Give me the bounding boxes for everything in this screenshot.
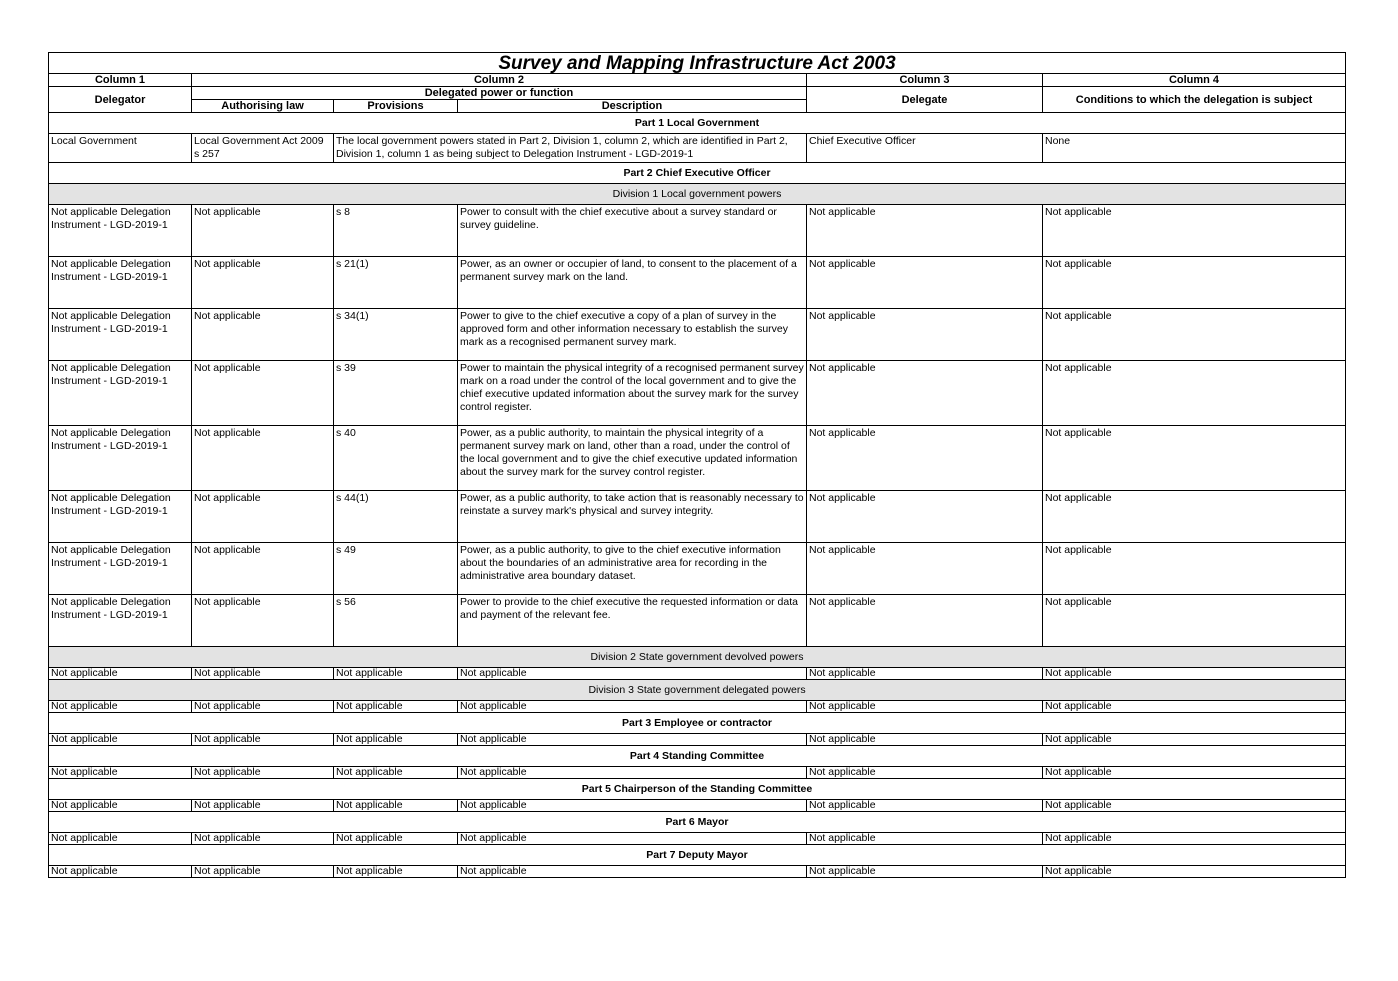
conditions-cell: Not applicable — [1043, 668, 1346, 680]
authorising-law-cell: Not applicable — [192, 668, 334, 680]
delegator-cell: Not applicable — [49, 668, 192, 680]
provision-cell: Not applicable — [334, 701, 458, 713]
conditions-cell: Not applicable — [1043, 257, 1346, 309]
delegator-cell: Not applicable Delegation Instrument - LGD-2019-1 — [49, 257, 192, 309]
delegation-table — [48, 52, 1346, 878]
delegator-cell: Not applicable Delegation Instrument - LGD-2019-1 — [49, 595, 192, 647]
provision-cell: Not applicable — [334, 800, 458, 812]
header-delegated-power: Delegated power or function — [192, 87, 807, 100]
table-row — [49, 866, 1346, 878]
part-5-heading: Part 5 Chairperson of the Standing Committee — [49, 779, 1346, 800]
authorising-law-cell: Not applicable — [192, 543, 334, 595]
conditions-cell: Not applicable — [1043, 205, 1346, 257]
conditions-cell: Not applicable — [1043, 734, 1346, 746]
conditions-cell: Not applicable — [1043, 767, 1346, 779]
table-row — [49, 134, 1346, 163]
authorising-law-cell: Not applicable — [192, 426, 334, 491]
provision-cell: s 56 — [334, 595, 458, 647]
delegate-cell: Not applicable — [807, 833, 1043, 845]
authorising-law-cell: Not applicable — [192, 491, 334, 543]
delegate-cell: Not applicable — [807, 309, 1043, 361]
table-row — [49, 734, 1346, 746]
description-cell: Power to give to the chief executive a copy of a plan of survey in the approved form and other information necessary to establish the survey mark as a recognised permanent survey mark. — [458, 309, 807, 361]
table-row — [49, 595, 1346, 647]
delegate-cell: Not applicable — [807, 668, 1043, 680]
division-2-heading: Division 2 State government devolved powers — [49, 647, 1346, 668]
authorising-law-cell: Not applicable — [192, 701, 334, 713]
authorising-law-cell: Not applicable — [192, 309, 334, 361]
header-conditions: Conditions to which the delegation is subject — [1043, 87, 1346, 113]
description-cell: Power, as a public authority, to give to the chief executive information about the boundaries of an administrative area for recording in the administrative area boundary dataset. — [458, 543, 807, 595]
description-cell: Power, as a public authority, to take action that is reasonably necessary to reinstate a survey mark's physical and survey integrity. — [458, 491, 807, 543]
description-cell: Power, as an owner or occupier of land, to consent to the placement of a permanent survey mark on the land. — [458, 257, 807, 309]
authorising-law-cell: Not applicable — [192, 833, 334, 845]
table-row — [49, 205, 1346, 257]
provision-cell: s 39 — [334, 361, 458, 426]
delegator-cell: Not applicable Delegation Instrument - LGD-2019-1 — [49, 543, 192, 595]
table-row — [49, 701, 1346, 713]
delegate-cell: Not applicable — [807, 866, 1043, 878]
conditions-cell: Not applicable — [1043, 800, 1346, 812]
provision-cell: Not applicable — [334, 767, 458, 779]
delegate-cell: Not applicable — [807, 426, 1043, 491]
provision-cell: Not applicable — [334, 833, 458, 845]
table-row — [49, 543, 1346, 595]
document-title: Survey and Mapping Infrastructure Act 2003 — [49, 53, 1346, 74]
delegate-cell: Not applicable — [807, 701, 1043, 713]
description-cell: Not applicable — [458, 833, 807, 845]
header-authorising-law: Authorising law — [192, 100, 334, 113]
description-cell: Power, as a public authority, to maintain the physical integrity of a permanent survey mark on land, other than a road, under the control of the local government and to give the chief executive updated information about the survey mark for the survey control register. — [458, 426, 807, 491]
delegate-cell: Chief Executive Officer — [807, 134, 1043, 163]
provision-cell: s 44(1) — [334, 491, 458, 543]
provision-cell: s 40 — [334, 426, 458, 491]
header-column-2: Column 2 — [192, 74, 807, 87]
table-row — [49, 491, 1346, 543]
division-3-heading: Division 3 State government delegated powers — [49, 680, 1346, 701]
description-cell: Not applicable — [458, 767, 807, 779]
table-row — [49, 361, 1346, 426]
header-delegate: Delegate — [807, 87, 1043, 113]
delegator-cell: Not applicable — [49, 833, 192, 845]
delegate-cell: Not applicable — [807, 491, 1043, 543]
conditions-cell: Not applicable — [1043, 595, 1346, 647]
conditions-cell: Not applicable — [1043, 309, 1346, 361]
delegate-cell: Not applicable — [807, 800, 1043, 812]
description-cell: Not applicable — [458, 701, 807, 713]
delegator-cell: Not applicable Delegation Instrument - LGD-2019-1 — [49, 361, 192, 426]
header-delegator: Delegator — [49, 87, 192, 113]
description-cell: Not applicable — [458, 866, 807, 878]
description-cell: Not applicable — [458, 668, 807, 680]
conditions-cell: Not applicable — [1043, 543, 1346, 595]
delegate-cell: Not applicable — [807, 257, 1043, 309]
provision-cell: s 21(1) — [334, 257, 458, 309]
table-row — [49, 767, 1346, 779]
delegator-cell: Not applicable Delegation Instrument - LGD-2019-1 — [49, 426, 192, 491]
delegate-cell: Not applicable — [807, 734, 1043, 746]
delegator-cell: Not applicable Delegation Instrument - LGD-2019-1 — [49, 205, 192, 257]
conditions-cell: Not applicable — [1043, 361, 1346, 426]
authorising-law-cell: Not applicable — [192, 205, 334, 257]
delegate-cell: Not applicable — [807, 361, 1043, 426]
part-6-heading: Part 6 Mayor — [49, 812, 1346, 833]
delegator-cell: Not applicable — [49, 866, 192, 878]
part-7-heading: Part 7 Deputy Mayor — [49, 845, 1346, 866]
authorising-law-cell: Not applicable — [192, 595, 334, 647]
table-row — [49, 800, 1346, 812]
authorising-law-cell: Not applicable — [192, 361, 334, 426]
table-row — [49, 309, 1346, 361]
provision-cell: s 49 — [334, 543, 458, 595]
division-1-heading: Division 1 Local government powers — [49, 184, 1346, 205]
provision-cell: s 8 — [334, 205, 458, 257]
delegator-cell: Local Government — [49, 134, 192, 163]
delegator-cell: Not applicable — [49, 701, 192, 713]
description-cell: Power to maintain the physical integrity of a recognised permanent survey mark on a road under the control of the local government and to give the chief executive updated information about the survey mark for the survey control register. — [458, 361, 807, 426]
authorising-law-cell: Local Government Act 2009 s 257 — [192, 134, 334, 163]
conditions-cell: Not applicable — [1043, 701, 1346, 713]
provision-cell: s 34(1) — [334, 309, 458, 361]
header-description: Description — [458, 100, 807, 113]
description-cell: Power to consult with the chief executive about a survey standard or survey guideline. — [458, 205, 807, 257]
authorising-law-cell: Not applicable — [192, 767, 334, 779]
conditions-cell: Not applicable — [1043, 866, 1346, 878]
part-3-heading: Part 3 Employee or contractor — [49, 713, 1346, 734]
delegator-cell: Not applicable — [49, 800, 192, 812]
header-column-3: Column 3 — [807, 74, 1043, 87]
header-column-1: Column 1 — [49, 74, 192, 87]
conditions-cell: Not applicable — [1043, 491, 1346, 543]
conditions-cell: Not applicable — [1043, 833, 1346, 845]
header-provisions: Provisions — [334, 100, 458, 113]
table-row — [49, 833, 1346, 845]
delegator-cell: Not applicable — [49, 767, 192, 779]
header-column-4: Column 4 — [1043, 74, 1346, 87]
table-row — [49, 257, 1346, 309]
part-2-heading: Part 2 Chief Executive Officer — [49, 163, 1346, 184]
authorising-law-cell: Not applicable — [192, 734, 334, 746]
provision-cell: Not applicable — [334, 734, 458, 746]
description-cell: Power to provide to the chief executive the requested information or data and payment of the relevant fee. — [458, 595, 807, 647]
provision-cell: Not applicable — [334, 668, 458, 680]
authorising-law-cell: Not applicable — [192, 800, 334, 812]
conditions-cell: Not applicable — [1043, 426, 1346, 491]
authorising-law-cell: Not applicable — [192, 866, 334, 878]
description-cell: Not applicable — [458, 800, 807, 812]
delegator-cell: Not applicable Delegation Instrument - LGD-2019-1 — [49, 309, 192, 361]
part-1-heading: Part 1 Local Government — [49, 113, 1346, 134]
delegator-cell: Not applicable Delegation Instrument - LGD-2019-1 — [49, 491, 192, 543]
table-row — [49, 668, 1346, 680]
description-cell: Not applicable — [458, 734, 807, 746]
delegate-cell: Not applicable — [807, 543, 1043, 595]
conditions-cell: None — [1043, 134, 1346, 163]
delegator-cell: Not applicable — [49, 734, 192, 746]
provision-cell: Not applicable — [334, 866, 458, 878]
table-row — [49, 426, 1346, 491]
authorising-law-cell: Not applicable — [192, 257, 334, 309]
delegate-cell: Not applicable — [807, 205, 1043, 257]
delegate-cell: Not applicable — [807, 595, 1043, 647]
delegate-cell: Not applicable — [807, 767, 1043, 779]
description-cell: The local government powers stated in Part 2, Division 1, column 2, which are identified in Part 2, Division 1, column 1 as being subject to Delegation Instrument - LGD-2019-1 — [334, 134, 807, 163]
part-4-heading: Part 4 Standing Committee — [49, 746, 1346, 767]
